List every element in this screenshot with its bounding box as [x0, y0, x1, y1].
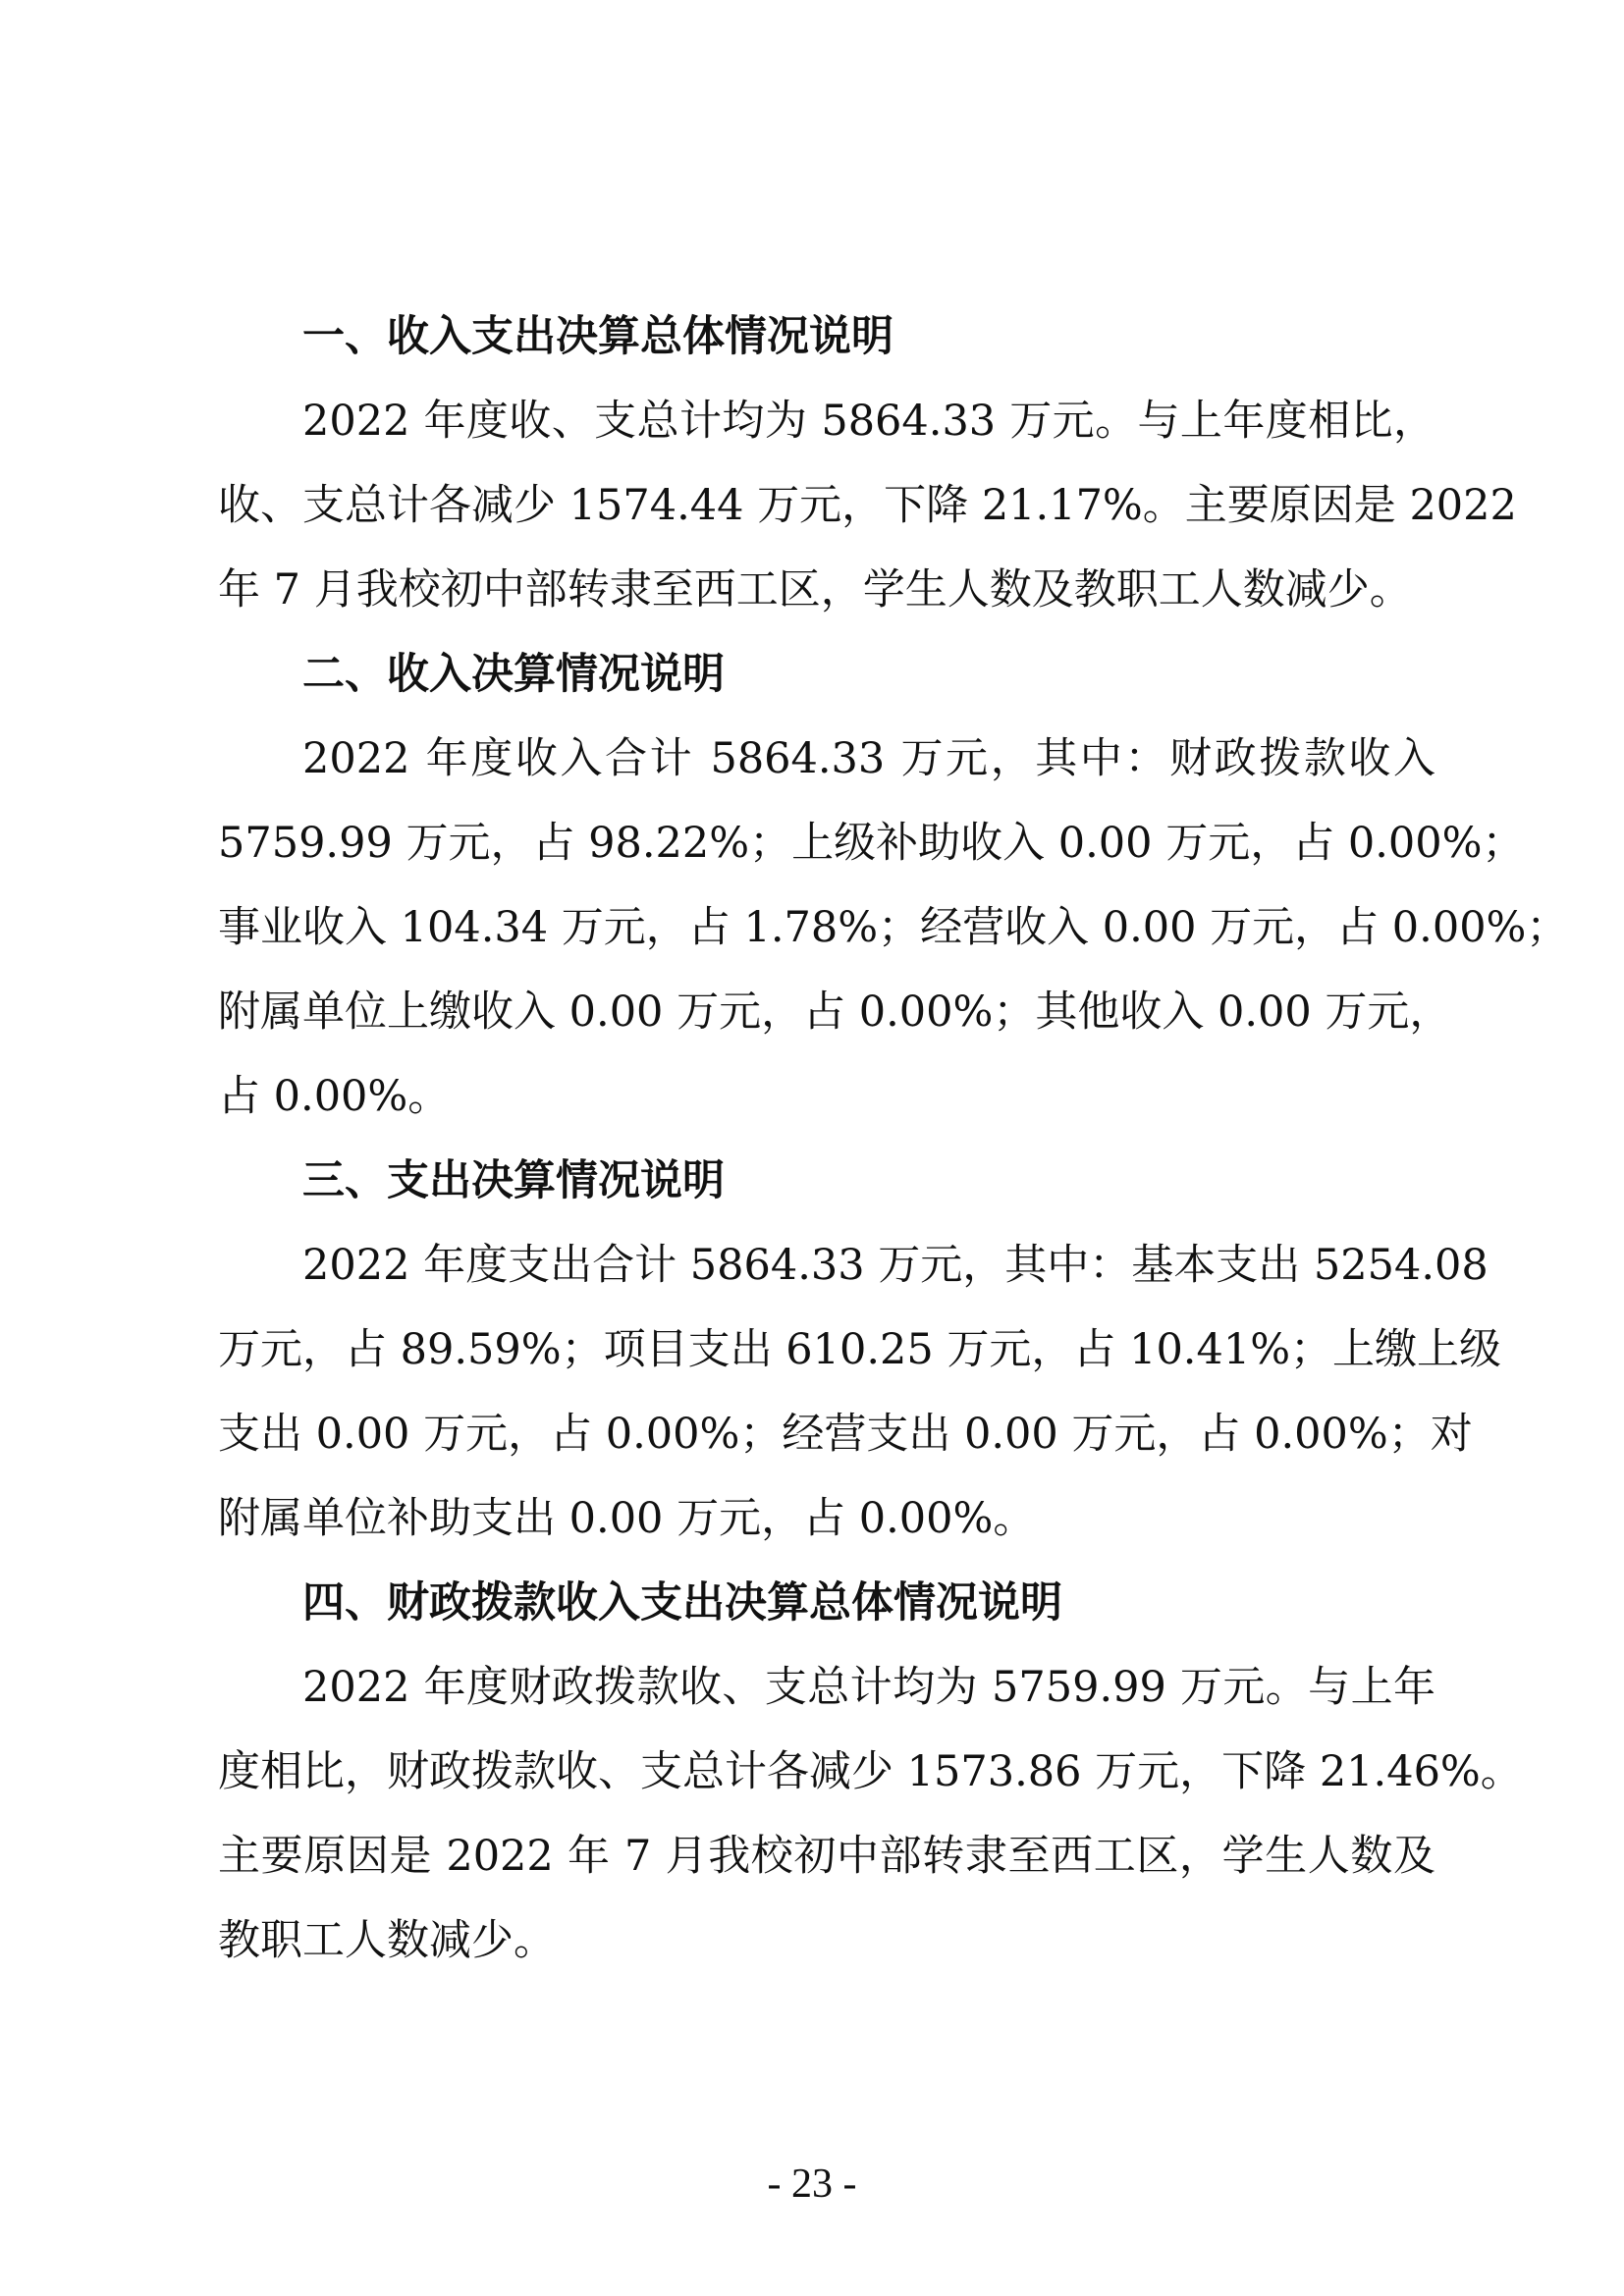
section-paragraph-4 [218, 1645, 1523, 1983]
section-heading-4: 四、财政拨款收入支出决算总体情况说明 [302, 1578, 1062, 1628]
paragraph-line: 万元，占 89.59%；项目支出 610.25 万元，占 10.41%；上缴上级 [218, 1325, 1502, 1374]
paragraph-line: 事业收入 104.34 万元，占 1.78%；经营收入 0.00 万元，占 0.00%； [218, 903, 1569, 952]
paragraph-line: 5759.99 万元，占 98.22%；上级补助收入 0.00 万元，占 0.00%； [218, 819, 1525, 868]
paragraph-line: 附属单位补助支出 0.00 万元，占 0.00%。 [218, 1494, 1036, 1543]
section-heading-3: 三、支出决算情况说明 [302, 1156, 725, 1205]
paragraph-line: 附属单位上缴收入 0.00 万元，占 0.00%；其他收入 0.00 万元， [218, 988, 1452, 1037]
document-body [218, 294, 1569, 1983]
section-heading-2: 二、收入决算情况说明 [302, 650, 725, 699]
paragraph-line: 年 7 月我校初中部转隶至西工区，学生人数及教职工人数减少。 [218, 565, 1412, 614]
paragraph-line: 2022 年度财政拨款收、支总计均为 5759.99 万元。与上年 [302, 1663, 1435, 1712]
paragraph-line: 收、支总计各减少 1574.44 万元，下降 21.17%。主要原因是 2022 [218, 481, 1517, 530]
paragraph-line: 2022 年度收入合计 5864.33 万元，其中：财政拨款收入 [302, 734, 1435, 783]
paragraph-line: 支出 0.00 万元，占 0.00%；经营支出 0.00 万元，占 0.00%；对 [218, 1410, 1473, 1459]
section-paragraph-1 [218, 379, 1517, 632]
paragraph-line: 2022 年度收、支总计均为 5864.33 万元。与上年度相比， [302, 397, 1435, 446]
paragraph-line: 度相比，财政拨款收、支总计各减少 1573.86 万元，下降 21.46%。 [218, 1747, 1523, 1796]
paragraph-line: 教职工人数减少。 [218, 1916, 556, 1965]
paragraph-line: 占 0.00%。 [218, 1072, 451, 1121]
section-paragraph-2 [218, 717, 1569, 1139]
section-heading-1: 一、收入支出决算总体情况说明 [302, 312, 893, 361]
paragraph-line: 2022 年度支出合计 5864.33 万元，其中：基本支出 5254.08 [302, 1241, 1489, 1290]
section-paragraph-3 [218, 1223, 1502, 1561]
page-number: - 23 - [767, 2162, 857, 2207]
paragraph-line: 主要原因是 2022 年 7 月我校初中部转隶至西工区，学生人数及 [218, 1832, 1435, 1881]
